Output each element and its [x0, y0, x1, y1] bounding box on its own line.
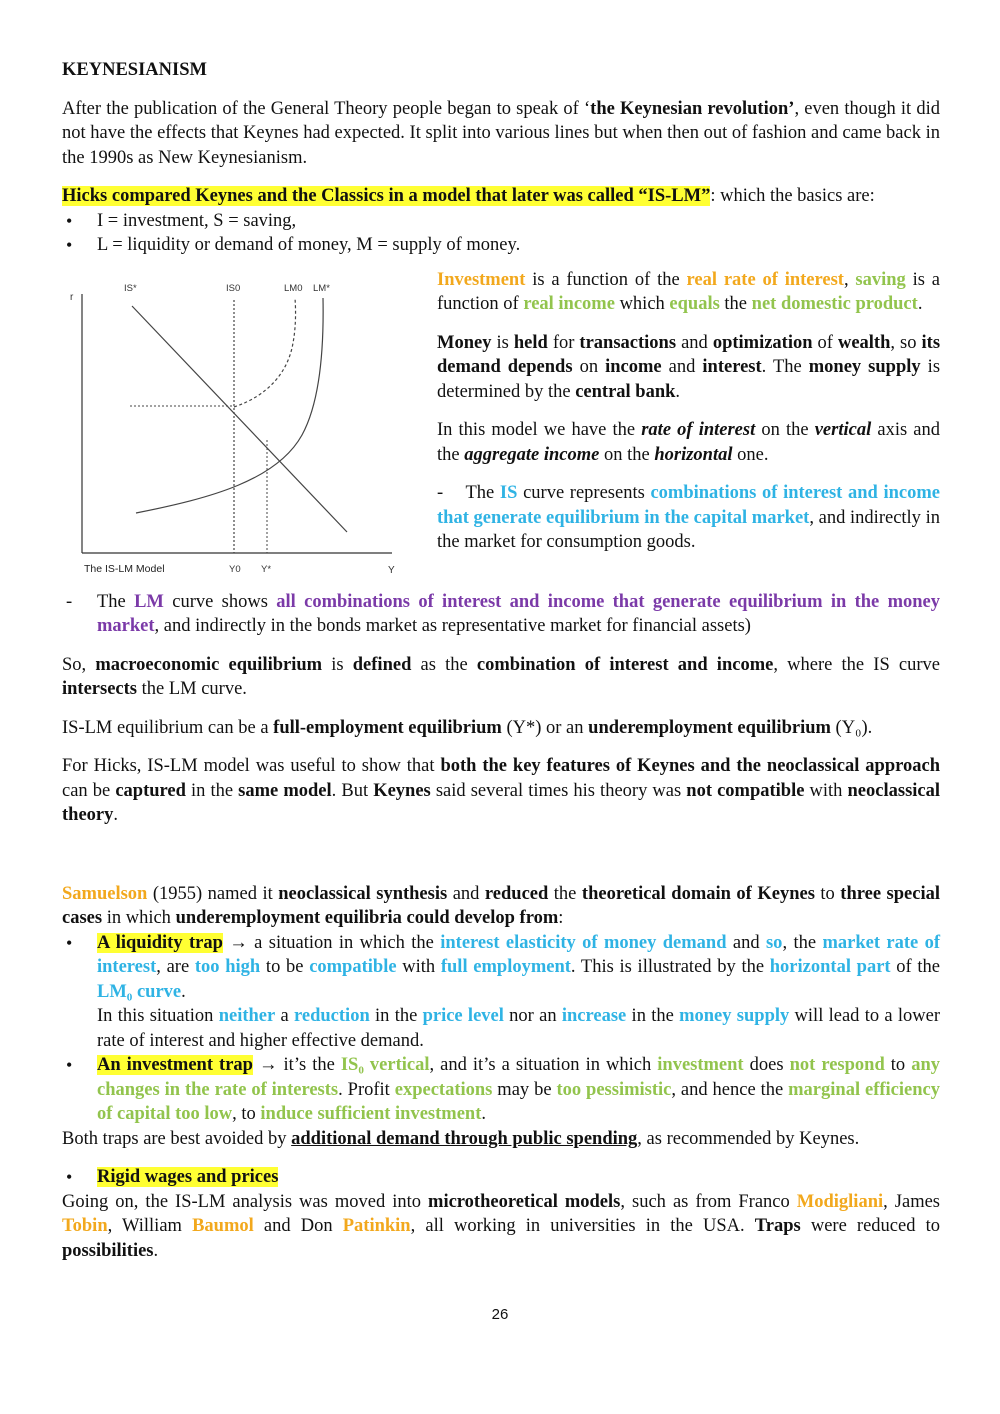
axis-label-y: Y	[388, 564, 395, 575]
samuelson-paragraph: Samuelson (1955) named it neoclassical synthesis and reduced the theoretical domain of Keynes to three special cases in which underemployment equilibria could develop from:	[62, 883, 940, 928]
list-item: • I = investment, S = saving,	[62, 209, 940, 234]
figure-row	[62, 268, 940, 590]
axis-label-r: r	[70, 291, 74, 303]
list-item-investment-trap: • An investment trap → it’s the IS₀ vertical, and it’s a situation in which investment does not respond to any changes in the rate of interests. Profit expectations may be too pessimistic, and hence the marginal efficiency of capital too low, to induce sufficient investment.	[62, 1053, 940, 1127]
money-paragraph: Money is held for transactions and optimization of wealth, so its demand depends on income and interest. The money supply is determined by the central bank.	[437, 332, 941, 402]
special-cases-list	[62, 931, 940, 1127]
rigid-list	[62, 1165, 940, 1190]
is-star-curve	[132, 306, 347, 532]
lm0-curve	[234, 298, 296, 407]
both-traps-paragraph: Both traps are best avoided by additional demand through public spending, as recommended by Keynes.	[62, 1128, 860, 1149]
lm-curve-paragraph: - The LM curve shows all combinations of interest and income that generate equilibrium in the money market, and indirectly in the bonds market as representative market for financial assets)	[66, 591, 941, 636]
page-title: KEYNESIANISM	[62, 60, 207, 80]
macro-paragraph: So, macroeconomic equilibrium is defined as the combination of interest and income, where the IS curve intersects the LM curve.	[62, 654, 941, 699]
label-lm-star: LM*	[313, 282, 330, 294]
figure-caption: The IS-LM Model	[84, 562, 165, 575]
label-lm0: LM0	[284, 282, 303, 294]
hicks-view-paragraph: For Hicks, IS-LM model was useful to show that both the key features of Keynes and the neoclassical approach can be captured in the same model. But Keynes said several times his theory was not compatible with neoclassical theory.	[62, 756, 941, 825]
basics-list	[62, 209, 940, 258]
figure-side-text	[437, 268, 940, 555]
hicks-paragraph: Hicks compared Keynes and the Classics in a model that later was called “IS-LM”: which the basics are:	[62, 186, 875, 206]
label-is0: IS0	[226, 282, 241, 294]
investment-paragraph: Investment is a function of the real rate of interest, saving is a function of real income which equals the net domestic product.	[437, 269, 941, 314]
hicks-highlight: Hicks compared Keynes and the Classics in a model that later was called “IS-LM”	[62, 186, 711, 206]
label-y-star: Y*	[261, 563, 272, 575]
label-y0: Y0	[229, 563, 241, 575]
equilibria-paragraph: IS-LM equilibrium can be a full-employment equilibrium (Y*) or an underemployment equilibrium (Y₀).	[62, 717, 873, 738]
label-is-star: IS*	[124, 282, 137, 294]
list-item-liquidity-trap: • A liquidity trap → a situation in which the interest elasticity of money demand and so, the market rate of interest, are too high to be compatible with full employment. This is illustrated by the horizontal part of the LM₀ curve. In this situation neither a reduction in the price level nor an increase in the money supply will lead to a lower rate of interest and higher effective demand.	[62, 931, 940, 1054]
going-on-paragraph: Going on, the IS-LM analysis was moved into microtheoretical models, such as from Franco Modigliani, James Tobin, William Baumol and Don Patinkin, all working in universities in the USA. Traps were reduced to possibilities.	[62, 1191, 941, 1261]
document-page	[62, 58, 940, 1263]
list-item-rigid: • Rigid wages and prices	[62, 1165, 940, 1190]
page-number: 26	[491, 1306, 509, 1323]
intro-paragraph: After the publication of the General Theory people began to speak of ‘the Keynesian revolution’, even though it did not have the effects that Keynes had expected. It split into various lines but when then out of fashion and came back in the 1990s as New Keynesianism.	[62, 98, 940, 168]
axes-paragraph: In this model we have the rate of interest on the vertical axis and the aggregate income on the horizontal one.	[437, 420, 940, 465]
is-curve-paragraph: - The IS curve represents combinations of interest and income that generate equilibrium in the capital market, and indirectly in the market for consumption goods.	[437, 483, 940, 552]
list-item: • L = liquidity or demand of money, M = supply of money.	[62, 233, 940, 258]
is-lm-diagram	[62, 270, 414, 575]
